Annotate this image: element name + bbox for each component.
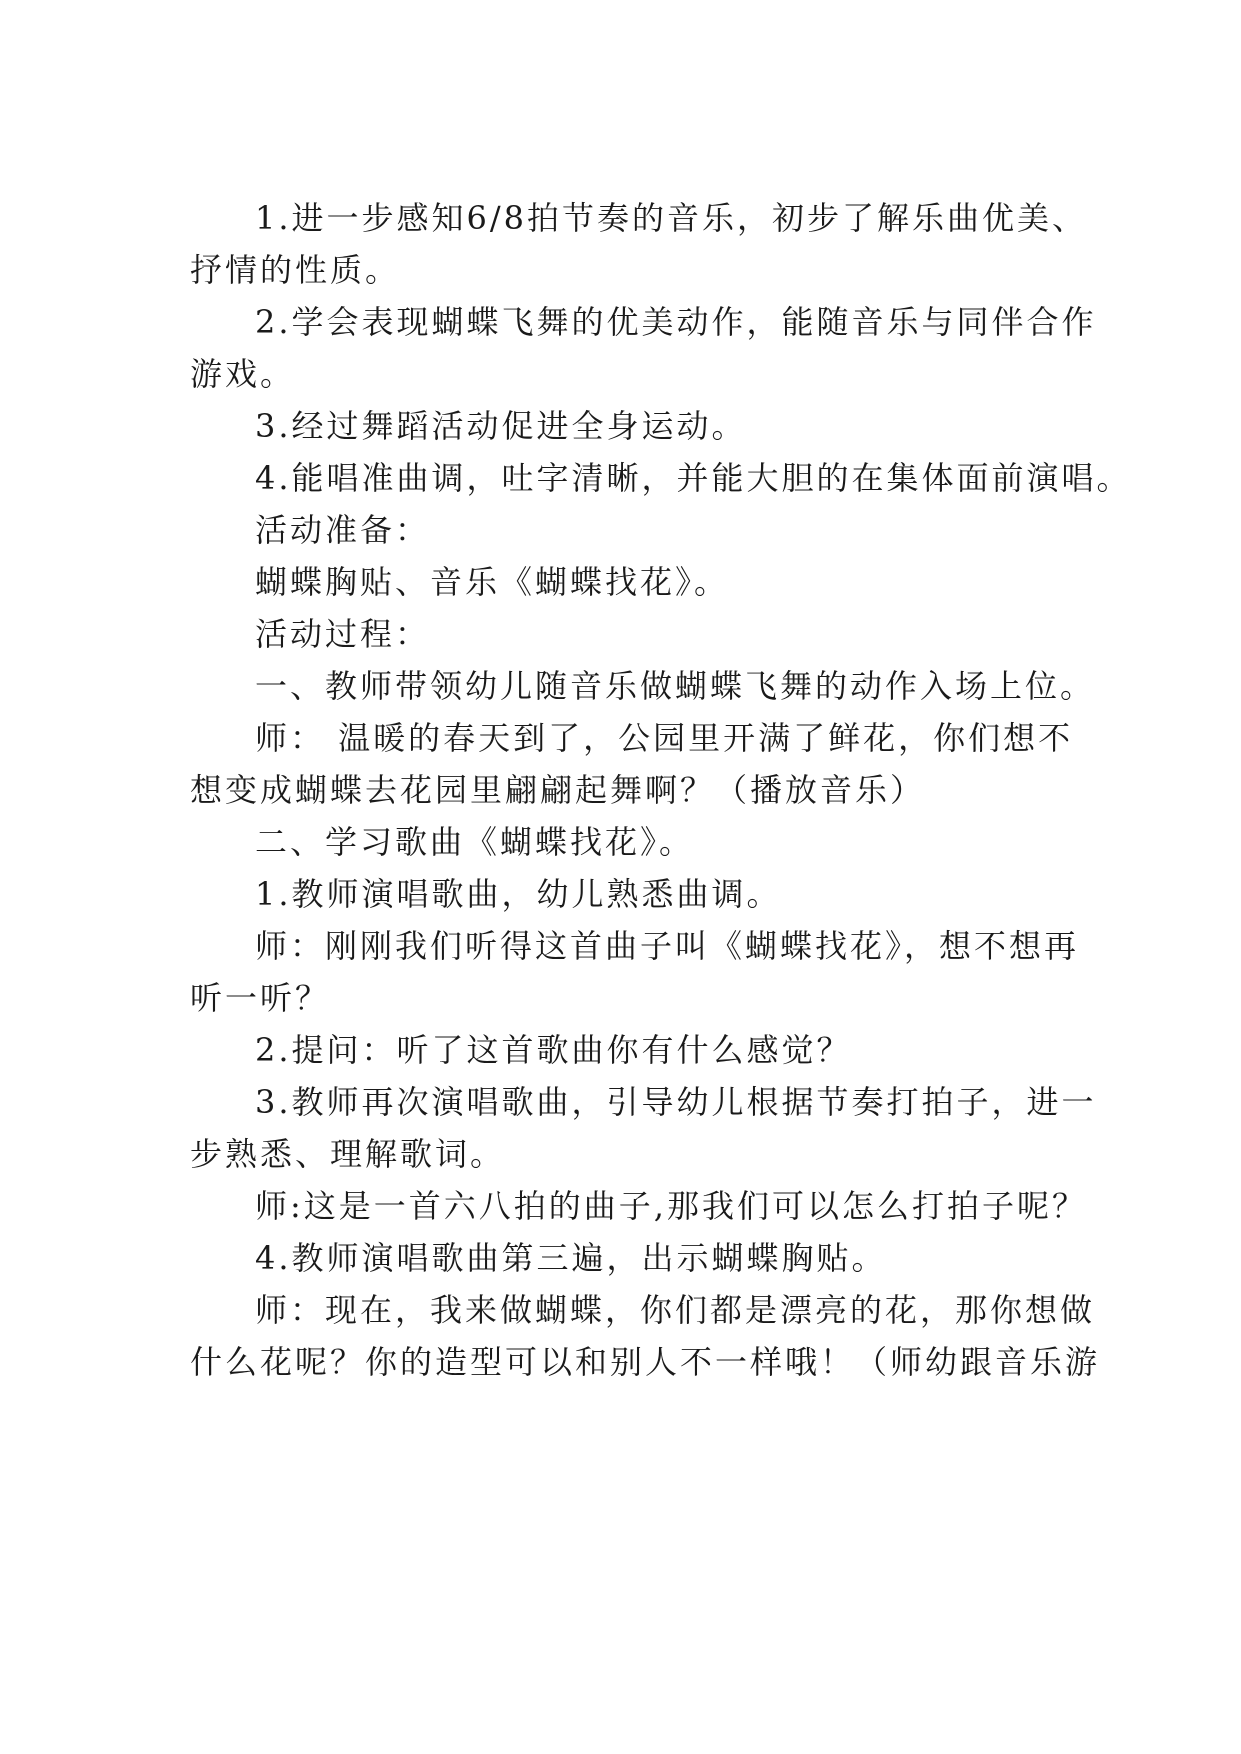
paragraph-line: 二、学习歌曲《蝴蝶找花》。: [255, 823, 695, 861]
section-heading: 活动准备：: [255, 511, 431, 549]
paragraph-line: 步熟悉、理解歌词。: [190, 1135, 506, 1173]
paragraph-line: 什么花呢？你的造型可以和别人不一样哦！（师幼跟音乐游: [190, 1343, 1101, 1381]
paragraph-line: 3.经过舞蹈活动促进全身运动。: [255, 407, 747, 445]
paragraph-line: 游戏。: [190, 355, 296, 393]
paragraph-line: 1.进一步感知6/8拍节奏的音乐，初步了解乐曲优美、: [255, 199, 1088, 237]
paragraph-line: 3.教师再次演唱歌曲，引导幼儿根据节奏打拍子，进一: [255, 1083, 1097, 1121]
section-heading: 活动过程：: [255, 615, 431, 653]
paragraph-line: 抒情的性质。: [190, 251, 401, 289]
paragraph-line: 师： 温暖的春天到了，公园里开满了鲜花，你们想不: [255, 719, 1074, 757]
paragraph-line: 师:这是一首六八拍的曲子,那我们可以怎么打拍子呢？: [255, 1187, 1087, 1225]
paragraph-line: 师：刚刚我们听得这首曲子叫《蝴蝶找花》，想不想再: [255, 927, 1080, 965]
paragraph-line: 4.能唱准曲调，吐字清晰，并能大胆的在集体面前演唱。: [255, 459, 1132, 497]
paragraph-line: 师：现在，我来做蝴蝶，你们都是漂亮的花，那你想做: [255, 1291, 1096, 1329]
paragraph-line: 一、教师带领幼儿随音乐做蝴蝶飞舞的动作入场上位。: [255, 667, 1096, 705]
paragraph-line: 1.教师演唱歌曲，幼儿熟悉曲调。: [255, 875, 782, 913]
paragraph-line: 听一听？: [190, 979, 331, 1017]
paragraph-line: 2.学会表现蝴蝶飞舞的优美动作，能随音乐与同伴合作: [255, 303, 1097, 341]
paragraph-line: 4.教师演唱歌曲第三遍，出示蝴蝶胸贴。: [255, 1239, 887, 1277]
paragraph-line: 2.提问：听了这首歌曲你有什么感觉？: [255, 1031, 852, 1069]
paragraph-line: 想变成蝴蝶去花园里翩翩起舞啊？（播放音乐）: [190, 771, 926, 809]
paragraph-line: 蝴蝶胸贴、音乐《蝴蝶找花》。: [255, 563, 730, 601]
